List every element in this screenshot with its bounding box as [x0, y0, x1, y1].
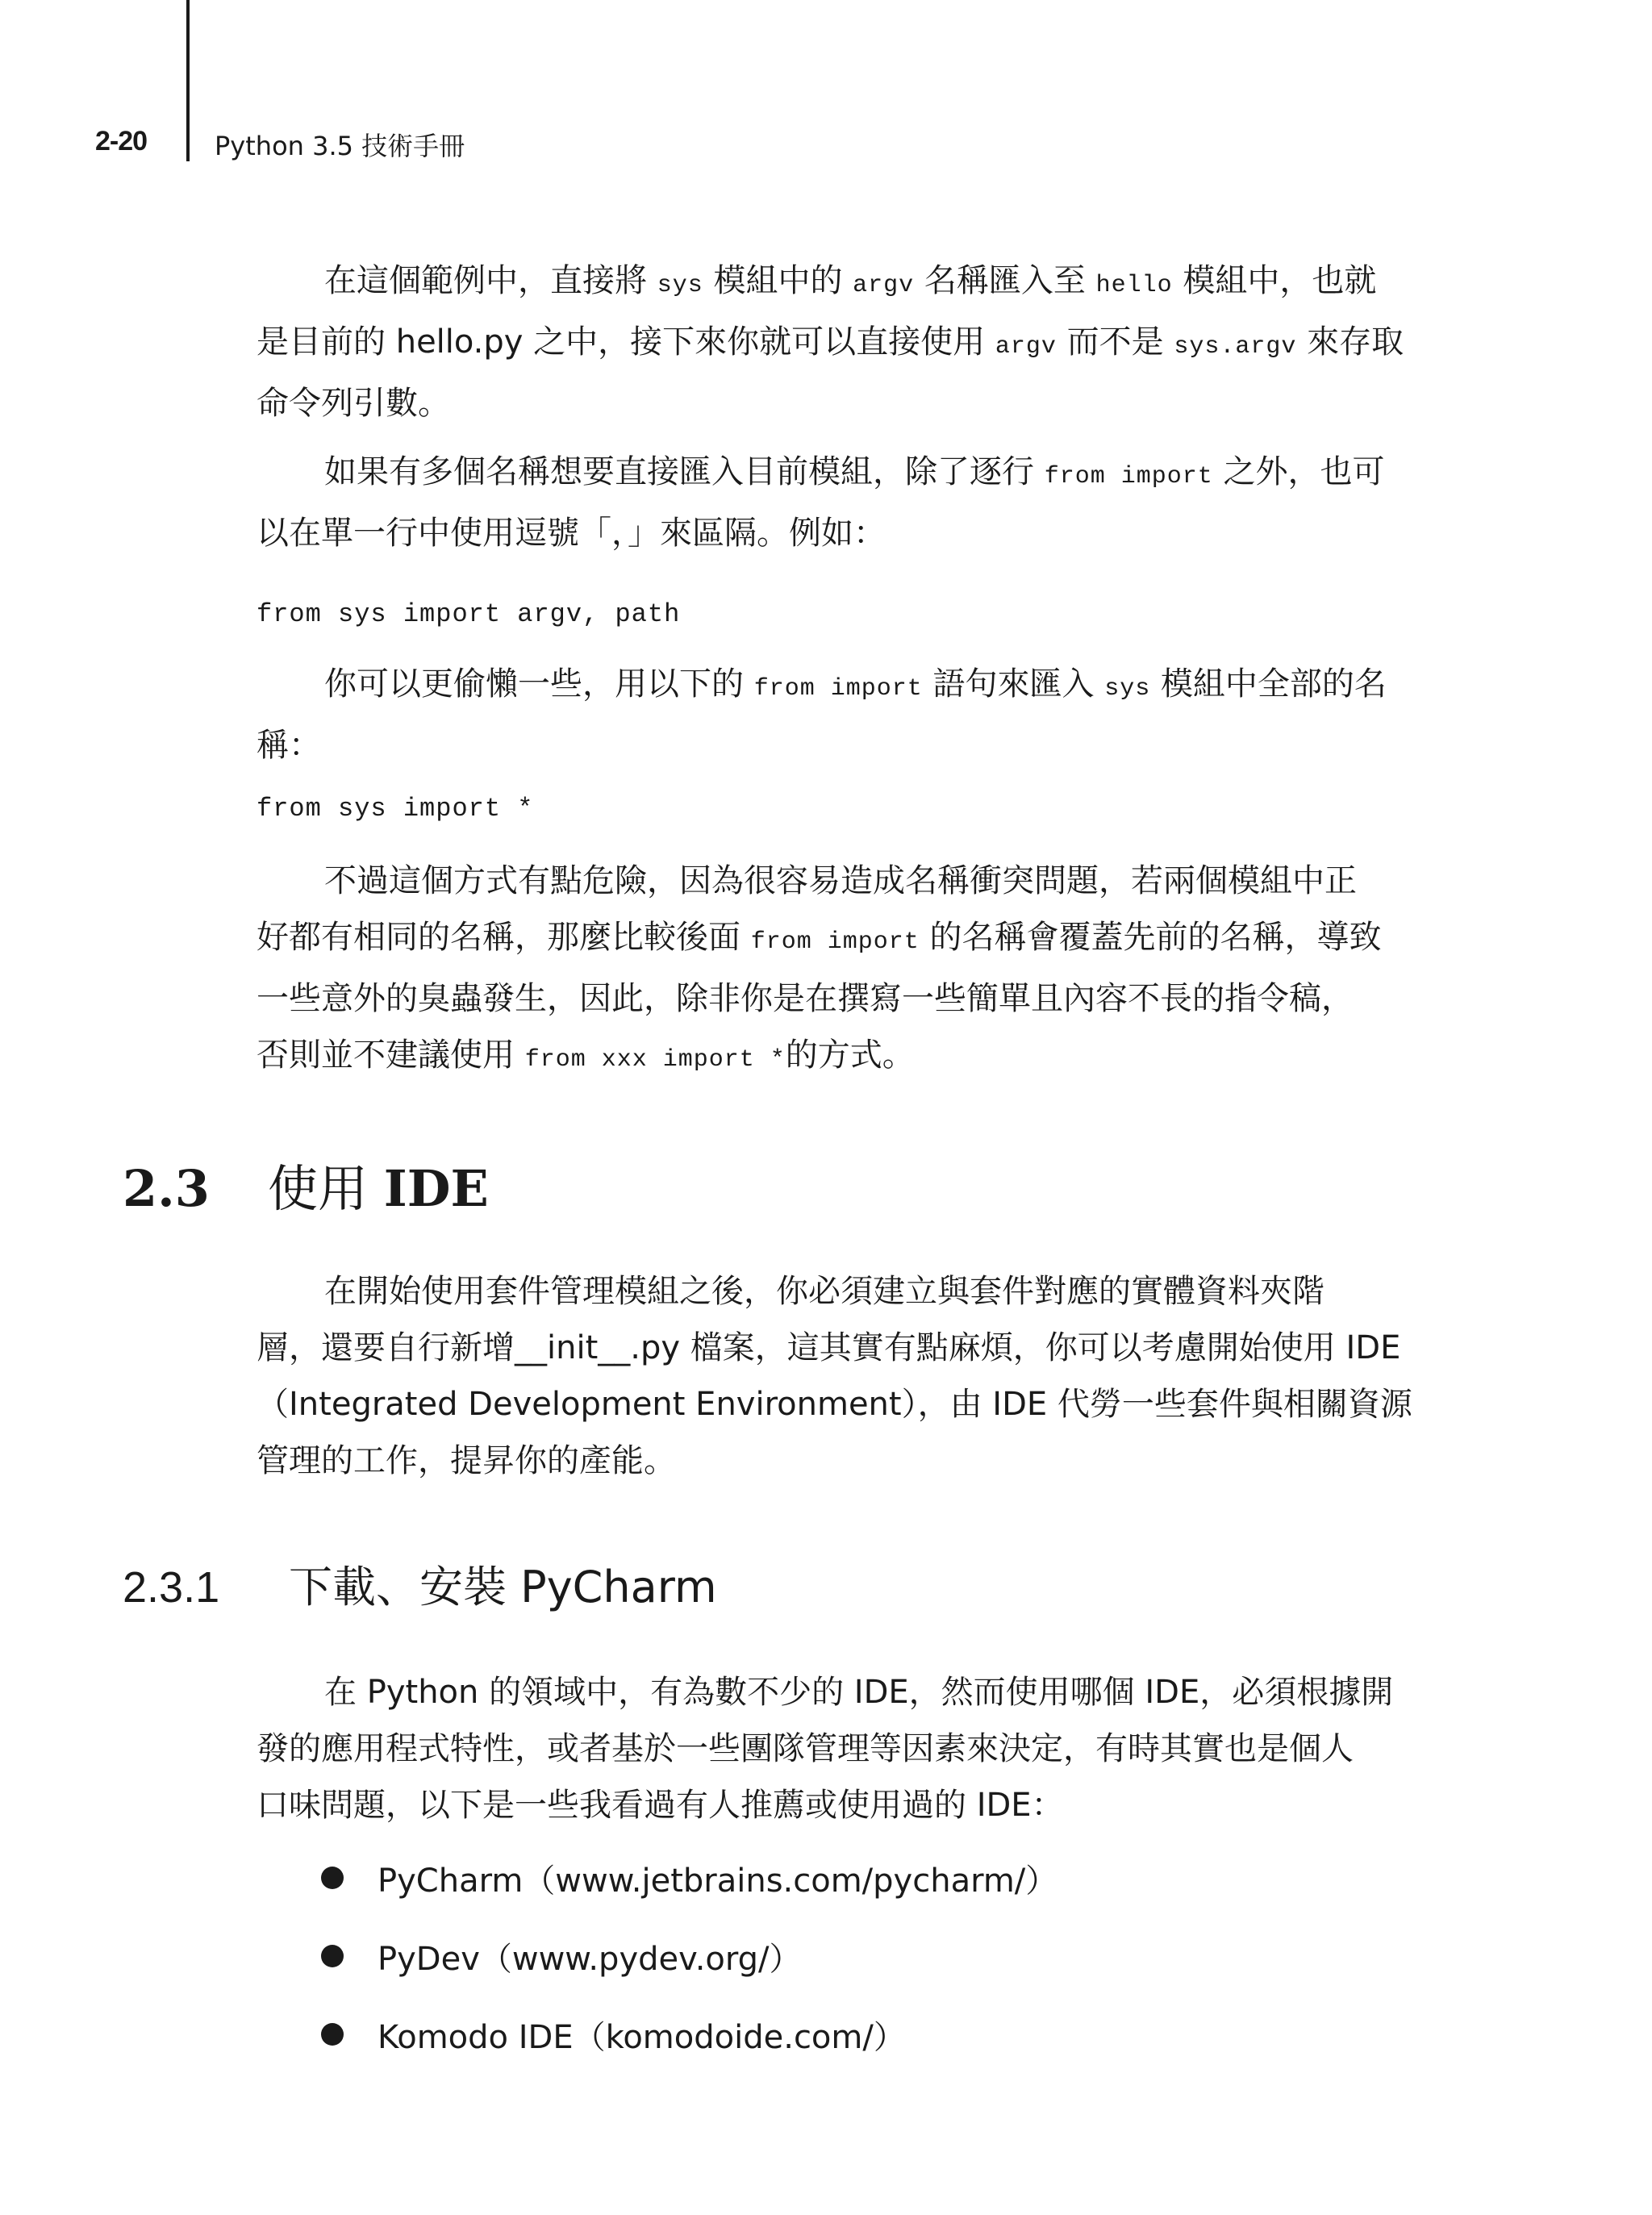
paragraph-1: [257, 252, 1483, 432]
paragraph-line: 不過這個方式有點危險，因為很容易造成名稱衝突問題，若兩個模組中正: [324, 862, 1357, 899]
paragraph-line: 如果有多個名稱想要直接匯入目前模組，除了逐行 from import 之外，也可: [324, 453, 1385, 490]
section-number: 2.3: [123, 1159, 210, 1218]
list-item-text: PyCharm（www.jetbrains.com/pycharm/）: [378, 1863, 1058, 1900]
paragraph-3: [257, 656, 1483, 774]
paragraph-line: 以在單一行中使用逗號「，」來區隔。例如：: [257, 515, 886, 552]
paragraph-line: 稱：: [257, 727, 321, 764]
subsection-title: 下載、安裝 PyCharm: [289, 1562, 717, 1612]
subsection-number: 2.3.1: [123, 1563, 220, 1612]
paragraph-2: [257, 444, 1483, 561]
paragraph-line: 你可以更偷懶一些，用以下的 from import 語句來匯入 sys 模組中全部的名: [324, 665, 1387, 703]
paragraph-line: 管理的工作，提昇你的產能。: [257, 1442, 676, 1479]
paragraph-line: 否則並不建議使用 from xxx import *的方式。: [257, 1037, 915, 1074]
paragraph-line: 發的應用程式特性，或者基於一些團隊管理等因素來決定，有時其實也是個人: [257, 1730, 1354, 1767]
paragraph-4: [257, 853, 1483, 1088]
list-item-text: PyDev（www.pydev.org/）: [378, 1941, 802, 1978]
paragraph-line: 口味問題，以下是一些我看過有人推薦或使用過的 IDE：: [257, 1787, 1064, 1824]
bullet-dot-icon: [321, 1867, 344, 1889]
list-item: [323, 1933, 802, 1979]
paragraph-line: 一些意外的臭蟲發生，因此，除非你是在撰寫一些簡單且內容不長的指令稿，: [257, 980, 1354, 1017]
subsection-heading: [123, 1553, 717, 1615]
section-paragraph: [257, 1263, 1483, 1489]
paragraph-line: 層，還要自行新增__init__.py 檔案，這其實有點麻煩，你可以考慮開始使用 IDE: [257, 1329, 1401, 1366]
list-item: [323, 1855, 1058, 1901]
paragraph-line: 是目前的 hello.py 之中，接下來你就可以直接使用 argv 而不是 sys.argv 來存取: [257, 323, 1404, 361]
paragraph-line: 好都有相同的名稱，那麼比較後面 from import 的名稱會覆蓋先前的名稱，導致: [257, 919, 1382, 956]
bullet-dot-icon: [321, 2023, 344, 2046]
section-title: 使用 IDE: [268, 1159, 489, 1218]
paragraph-line: 命令列引數。: [257, 385, 450, 422]
paragraph-line: （Integrated Development Environment），由 IDE 代勞一些套件與相關資源: [257, 1386, 1412, 1423]
code-example-1: from sys import argv, path: [257, 599, 681, 629]
running-header-title: Python 3.5 技術手冊: [215, 131, 465, 161]
bullet-dot-icon: [321, 1945, 344, 1967]
paragraph-line: 在這個範例中，直接將 sys 模組中的 argv 名稱匯入至 hello 模組中，也就: [324, 262, 1377, 299]
code-example-2: from sys import *: [257, 794, 534, 824]
margin-rule: [186, 0, 190, 161]
subsection-paragraph: [257, 1664, 1483, 1833]
paragraph-line: 在開始使用套件管理模組之後，你必須建立與套件對應的實體資料夾階: [324, 1273, 1325, 1310]
list-item-text: Komodo IDE（komodoide.com/）: [378, 2019, 906, 2056]
list-item: [323, 2012, 906, 2058]
paragraph-line: 在 Python 的領域中，有為數不少的 IDE，然而使用哪個 IDE，必須根據開: [324, 1674, 1394, 1711]
section-heading: [123, 1149, 489, 1220]
page-number: 2-20: [95, 126, 148, 156]
